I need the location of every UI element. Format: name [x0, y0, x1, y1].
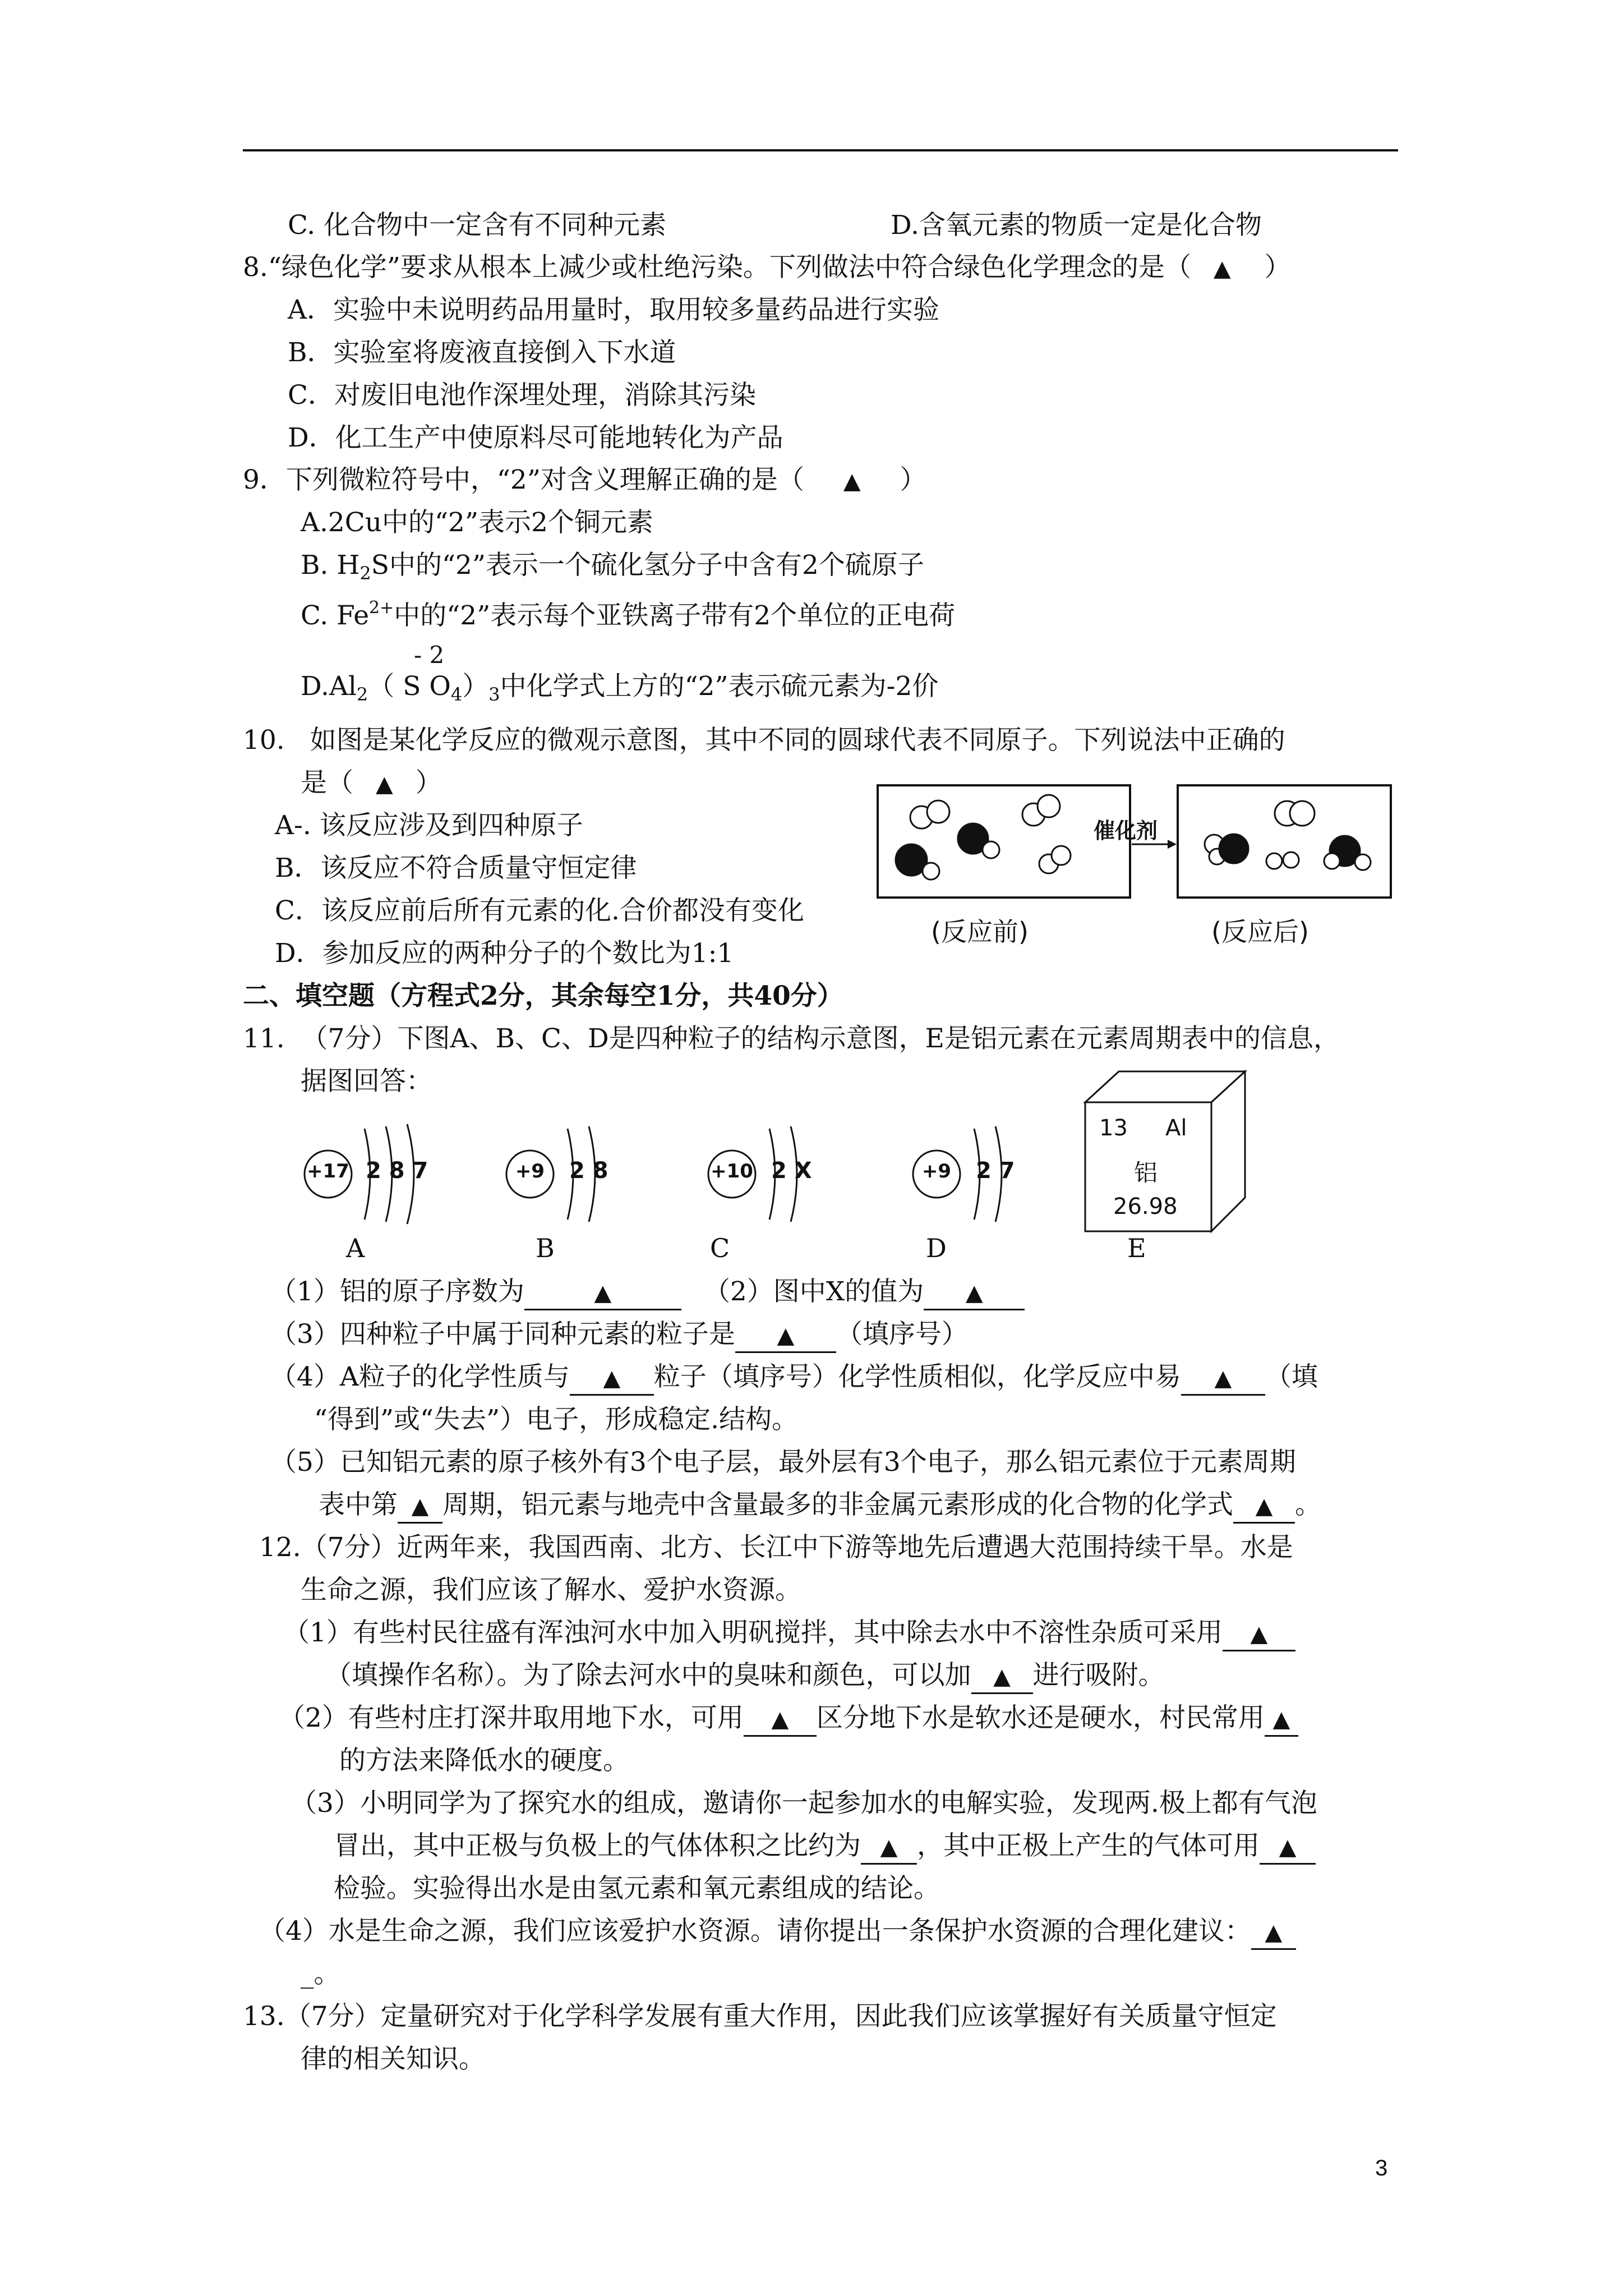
atom-c-nucleus: +10 — [711, 1160, 753, 1182]
answer-blank[interactable]: ▲ — [524, 1276, 681, 1310]
q9-option-d: $D.Al_2$（ S $O_4)_3$中化学式上方的“2”表示硫元素为-2价 — [301, 671, 939, 705]
answer-blank: ▲ — [843, 468, 861, 494]
q10-stem-line1: 10. 如图是某化学反应的微观示意图，其中不同的圆球代表不同原子。下列说法中正确的 — [243, 725, 1285, 756]
answer-blank[interactable]: ▲ — [735, 1319, 836, 1353]
answer-blank[interactable]: ▲ — [1265, 1703, 1298, 1737]
white-atom — [1324, 853, 1340, 869]
answer-blank[interactable]: ▲ — [1223, 1617, 1295, 1651]
answer-blank[interactable]: ▲ — [924, 1276, 1025, 1310]
arrow-head — [1168, 840, 1177, 849]
q11-part4-cont: “得到”或“失去”）电子，形成稳定.结构。 — [314, 1404, 799, 1435]
q12-part2-cont: 的方法来降低水的硬度。 — [339, 1745, 629, 1776]
q9-option-a: A.2Cu中的“2”表示2个铜元素 — [301, 507, 653, 538]
q10-option-c: C．该反应前后所有元素的化.合价都没有变化 — [275, 895, 804, 926]
q9-valence-mark: - 2 — [414, 641, 445, 669]
q12-part2: （2）有些村庄打深井取用地下水，可用 ▲ 区分地下水是软水还是硬水，村民常用 ▲ — [279, 1701, 1298, 1737]
q12-part1: （1）有些村民往盛有浑浊河水中加入明矾搅拌，其中除去水中不溶性杂质可采用 ▲ — [283, 1616, 1295, 1651]
q10-stem-line2: 是（ ▲ ） — [301, 767, 442, 798]
white-atom — [927, 800, 949, 823]
q9-option-c: C. $Fe^{2+}$中的“2”表示每个亚铁离子带有2个单位的正电荷 — [301, 598, 956, 631]
q12-part4: （4）水是生命之源，我们应该爱护水资源。请你提出一条保护水资源的合理化建议： ▲ — [259, 1915, 1296, 1950]
q11-part4: （4）A粒子的化学性质与 ▲ 粒子（填序号）化学性质相似，化学反应中易 ▲ （填 — [270, 1360, 1318, 1396]
q9-stem: 9．下列微粒符号中，“2”对含义理解正确的是（ ▲ ） — [243, 464, 926, 495]
white-atom — [1038, 795, 1060, 817]
q11-stem-line1: 11. （7分）下图A、B、C、D是四种粒子的结构示意图，E是铝元素在元素周期表中的信息， — [243, 1023, 1340, 1054]
q10-option-b: B．该反应不符合质量守恒定律 — [275, 853, 637, 884]
atom-b-label: B — [536, 1233, 555, 1263]
answer-blank[interactable]: ▲ — [1260, 1830, 1316, 1865]
answer-blank[interactable]: ▲ — [398, 1489, 442, 1524]
catalyst-label: 催化剂 — [1094, 818, 1158, 843]
black-atom — [1219, 834, 1248, 863]
reaction-diagram — [875, 783, 1402, 912]
white-atom — [923, 863, 939, 880]
atom-b-nucleus: +9 — [515, 1160, 545, 1182]
answer-blank: ▲ — [376, 771, 393, 797]
answer-blank[interactable]: ▲ — [570, 1361, 654, 1396]
white-atom — [983, 841, 999, 858]
element-mass: 26.98 — [1113, 1194, 1178, 1220]
answer-blank[interactable]: ▲ — [861, 1830, 917, 1865]
answer-blank: ▲ — [1213, 256, 1231, 282]
reactant-box — [878, 785, 1130, 898]
q11-stem-line2: 据图回答： — [301, 1066, 432, 1097]
q12-stem-line2: 生命之源，我们应该了解水、爱护水资源。 — [301, 1575, 801, 1605]
q13-stem-line1: 13.（7分）定量研究对于化学科学发展有重大作用，因此我们应该掌握好有关质量守恒定 — [243, 2001, 1277, 2032]
q11-part5: （5）已知铝元素的原子核外有3个电子层，最外层有3个电子，那么铝元素位于元素周期 — [270, 1447, 1296, 1478]
answer-blank[interactable]: ▲ — [1233, 1489, 1295, 1524]
white-atom — [1283, 852, 1299, 868]
atom-a-nucleus: +17 — [307, 1160, 349, 1182]
atom-a-shells: 2 8 7 — [366, 1158, 428, 1184]
atom-a-label: A — [346, 1233, 365, 1263]
white-atom — [1355, 854, 1371, 870]
atom-d-label: D — [926, 1233, 947, 1263]
q9-option-b: B. $H_2S$中的“2”表示一个硫化氢分子中含有2个硫原子 — [301, 550, 924, 584]
atom-c-label: C — [710, 1233, 730, 1263]
q7-option-d: D.含氧元素的物质一定是化合物 — [891, 210, 1262, 241]
answer-blank[interactable]: ▲ — [1251, 1916, 1296, 1950]
white-atom — [1290, 801, 1315, 826]
white-atom — [1052, 846, 1071, 865]
q12-part4-cont: _。 — [301, 1958, 340, 1989]
element-number: 13 — [1099, 1115, 1128, 1141]
section-heading: 二、填空题（方程式2分，其余每空1分，共40分） — [243, 981, 843, 1011]
q12-part1-cont: （填操作名称）。为了除去河水中的臭味和颜色，可以加 ▲ 进行吸附。 — [325, 1659, 1165, 1694]
q8-option-d: D．化工生产中使原料尽可能地转化为产品 — [288, 422, 783, 453]
header-rule — [243, 149, 1398, 151]
atom-structure-diagrams — [292, 1116, 1077, 1251]
q10-option-d: D．参加反应的两种分子的个数比为1:1 — [275, 938, 734, 969]
atom-d-shells: 2 7 — [976, 1158, 1015, 1184]
atom-b-shells: 2 8 — [569, 1158, 608, 1184]
q13-stem-line2: 律的相关知识。 — [301, 2044, 485, 2074]
q11-part5-cont: 表中第 ▲ 周期，铝元素与地壳中含量最多的非金属元素形成的化合物的化学式 ▲ 。 — [319, 1488, 1321, 1524]
q8-option-a: A．实验中未说明药品用量时，取用较多量药品进行实验 — [288, 295, 939, 325]
q12-part3-cont: 冒出，其中正极与负极上的气体体积之比约为 ▲ ，其中正极上产生的气体可用 ▲ — [334, 1829, 1316, 1865]
after-caption: (反应后) — [1211, 917, 1309, 947]
q8-option-b: B．实验室将废液直接倒入下水道 — [288, 337, 676, 368]
answer-blank[interactable]: ▲ — [1181, 1361, 1265, 1396]
q12-part3: （3）小明同学为了探究水的组成，邀请你一起参加水的电解实验，发现两.极上都有气泡 — [291, 1788, 1317, 1819]
q12-part3-cont2: 检验。实验得出水是由氢元素和氧元素组成的结论。 — [334, 1873, 940, 1904]
q12-stem-line1: 12.（7分）近两年来，我国西南、北方、长江中下游等地先后遭遇大范围持续干旱。水是 — [259, 1532, 1293, 1563]
q7-option-c: C. 化合物中一定含有不同种元素 — [288, 210, 667, 241]
element-symbol: Al — [1165, 1115, 1187, 1141]
white-atom — [1266, 853, 1282, 869]
atom-d-nucleus: +9 — [921, 1160, 952, 1182]
atom-c-shells: 2 X — [771, 1158, 812, 1184]
q11-part3: （3）四种粒子中属于同种元素的粒子是 ▲ （填序号） — [270, 1318, 968, 1353]
element-name: 铝 — [1134, 1159, 1158, 1186]
q10-option-a: A-. 该反应涉及到四种原子 — [275, 810, 583, 841]
answer-blank[interactable]: ▲ — [744, 1703, 817, 1737]
answer-blank[interactable]: ▲ — [971, 1660, 1033, 1694]
q8-option-c: C．对废旧电池作深埋处理，消除其污染 — [288, 380, 756, 411]
q11-part1-2: （1）铝的原子序数为 ▲ （2）图中X的值为 ▲ — [270, 1275, 1025, 1310]
before-caption: (反应前) — [931, 917, 1029, 947]
cell-e-label: E — [1127, 1233, 1146, 1263]
page-number: 3 — [1375, 2156, 1388, 2180]
q8-stem: 8.“绿色化学”要求从根本上减少或杜绝污染。下列做法中符合绿色化学理念的是（ ▲ ） — [243, 252, 1291, 283]
